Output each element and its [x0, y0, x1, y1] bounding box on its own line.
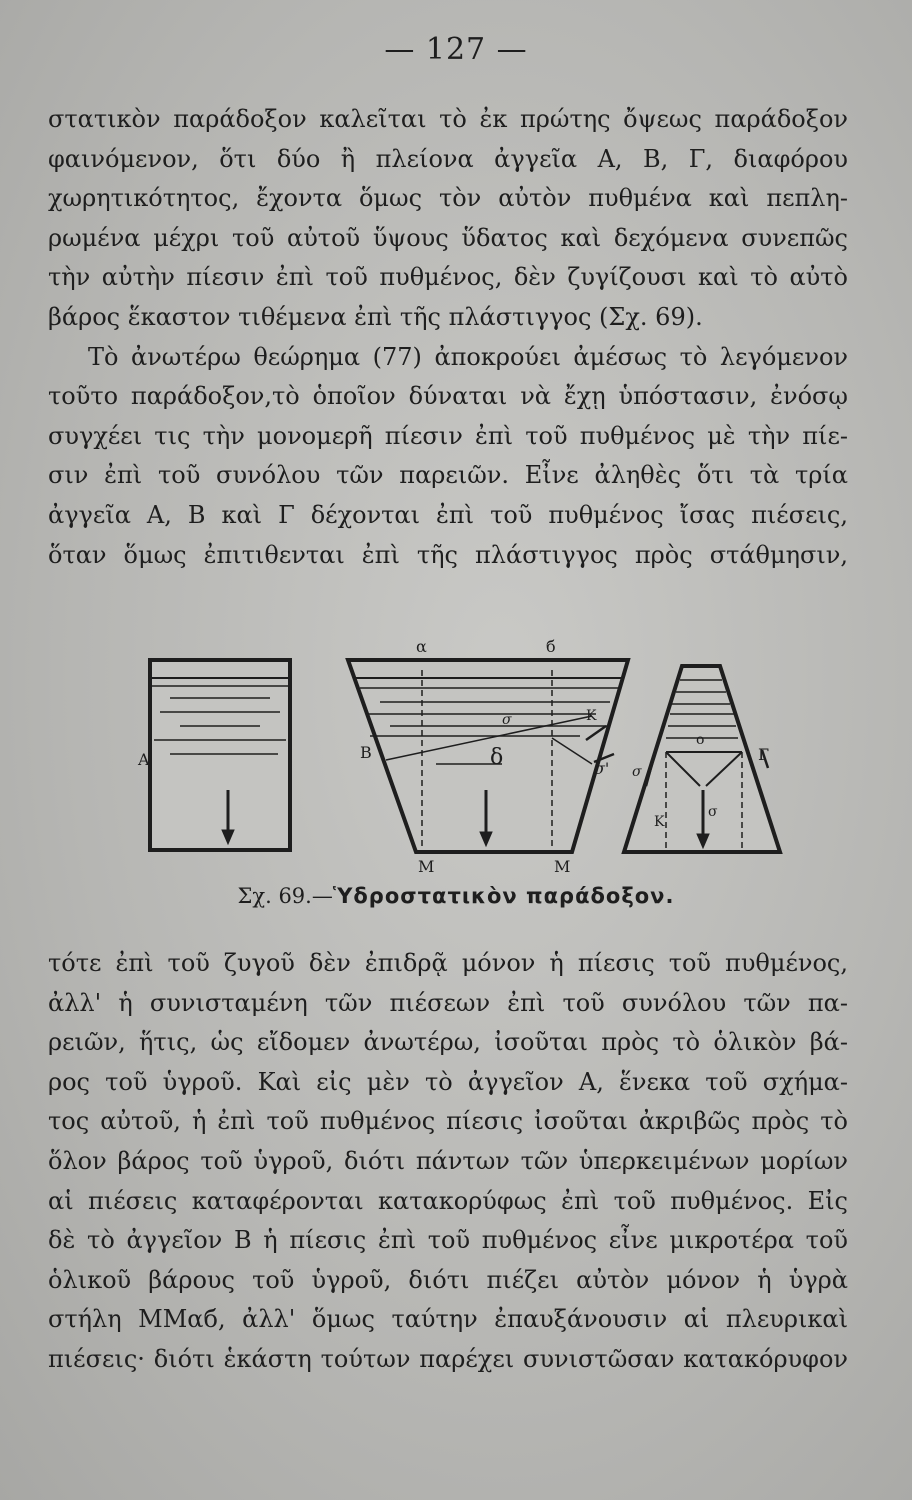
text-line: αἱ πιέσεις καταφέρονται κατακορύφως ἐπὶ τοῦ πυθμένος. Εἰς — [48, 1186, 848, 1215]
paragraph-hydrostatic-paradox-definition — [48, 100, 848, 575]
text-line: σιν ἐπὶ τοῦ συνόλου τῶν παρειῶν. Εἶνε ἀληθὲς ὅτι τὰ τρία — [48, 461, 848, 490]
text-line: ὁλικοῦ βάρους τοῦ ὑγροῦ, διότι πιέζει αὐτὸν μόνον ἡ ὑγρὰ — [48, 1265, 848, 1294]
caption-prefix: Σχ. 69.— — [237, 884, 333, 908]
page-number: — 127 — — [384, 32, 528, 67]
label-m2: Μ — [554, 857, 571, 876]
label-beta: б — [546, 637, 556, 656]
text-line: τοῦτο παράδοξον,τὸ ὁποῖον δύναται νὰ ἔχῃ ὑπόστασιν, ἐνόσῳ — [48, 382, 848, 411]
label-delta: δ — [490, 745, 504, 770]
text-line: ἀλλ' ἡ συνισταμένη τῶν πιέσεων ἐπὶ τοῦ συνόλου τῶν πα- — [48, 988, 848, 1017]
label-sigma-left: σ — [632, 764, 642, 780]
label-sigma2-b: σ' — [594, 759, 610, 778]
label-sigma-b: σ — [502, 712, 512, 728]
label-kappa-g: Κ — [654, 814, 665, 830]
label-sigma-g: σ — [708, 804, 718, 820]
text-line: στήλη ΜΜαб, ἀλλ' ὅμως ταύτην ἐπαυξάνουσιν αἱ πλευρικαὶ — [48, 1305, 848, 1334]
label-omega: ο — [696, 732, 705, 748]
text-line: χωρητικότητος, ἔχοντα ὅμως τὸν αὐτὸν πυθμένα καὶ πεπλη- — [48, 184, 848, 213]
text-line: τότε ἐπὶ τοῦ ζυγοῦ δὲν ἐπιδρᾷ μόνον ἡ πίεσις τοῦ πυθμένος, — [48, 949, 848, 977]
label-alpha: α — [416, 637, 427, 656]
vessel-a — [150, 660, 290, 850]
text-line: ὅλον βάρος τοῦ ὑγροῦ, διότι πάντων τῶν ὑπερκειμένων μορίων — [48, 1146, 848, 1175]
label-vessel-g: Γ — [758, 745, 770, 764]
caption-title: Ὑδροστατικὸν παράδοξον. — [332, 884, 675, 908]
label-m1: Μ — [418, 857, 435, 876]
label-vessel-b: Β — [360, 743, 372, 762]
text-line: ρωμένα μέχρι τοῦ αὐτοῦ ὕψους ὕδατος καὶ δεχόμενα συνεπῶς — [48, 223, 848, 252]
vessel-b — [348, 660, 628, 852]
text-line: ἀγγεῖα Α, Β καὶ Γ δέχονται ἐπὶ τοῦ πυθμένος ἴσας πιέσεις, — [48, 500, 848, 529]
text-line: στατικὸν παράδοξον καλεῖται τὸ ἐκ πρώτης ὄψεως παράδοξον — [48, 105, 848, 133]
label-vessel-a: Α — [138, 750, 150, 769]
hydrostatic-paradox-figure — [140, 630, 800, 880]
text-line: ὅταν ὅμως ἐπιτιθενται ἐπὶ τῆς πλάστιγγος πρὸς στάθμησιν, — [48, 540, 848, 569]
label-kappa-b: Κ — [586, 708, 597, 724]
figure-caption — [0, 884, 912, 908]
vessel-g — [624, 666, 780, 852]
text-line: τὴν αὐτὴν πίεσιν ἐπὶ τοῦ πυθμένος, δὲν ζυγίζουσι καὶ τὸ αὐτὸ — [48, 263, 848, 292]
text-line: συγχέει τις τὴν μονομερῆ πίεσιν ἐπὶ τοῦ πυθμένος μὲ τὴν πίε- — [48, 421, 848, 450]
text-line: πιέσεις· διότι ἑκάστη τούτων παρέχει συνιστῶσαν κατακόρυφον — [48, 1344, 848, 1373]
text-line: δὲ τὸ ἀγγεῖον Β ἡ πίεσις ἐπὶ τοῦ πυθμένος εἶνε μικροτέρα τοῦ — [48, 1226, 848, 1255]
paragraph-explanation — [48, 944, 848, 1380]
text-line: ρειῶν, ἥτις, ὡς εἴδομεν ἀνωτέρω, ἰσοῦται πρὸς τὸ ὁλικὸν βά- — [48, 1028, 848, 1057]
text-line: Τὸ ἀνωτέρω θεώρημα (77) ἀποκρούει ἀμέσως τὸ λεγόμενον — [88, 342, 848, 371]
text-line: τος αὐτοῦ, ἡ ἐπὶ τοῦ πυθμένος πίεσις ἰσοῦται ἀκριβῶς πρὸς τὸ — [48, 1107, 848, 1136]
text-line: φαινόμενον, ὅτι δύο ἢ πλείονα ἀγγεῖα Α, Β, Γ, διαφόρου — [48, 144, 848, 173]
text-line: βάρος ἕκαστον τιθέμενα ἐπὶ τῆς πλάστιγγος (Σχ. 69). — [48, 302, 703, 331]
text-line: ρος τοῦ ὑγροῦ. Καὶ εἰς μὲν τὸ ἀγγεῖον Α, ἕνεκα τοῦ σχήμα- — [48, 1067, 848, 1096]
